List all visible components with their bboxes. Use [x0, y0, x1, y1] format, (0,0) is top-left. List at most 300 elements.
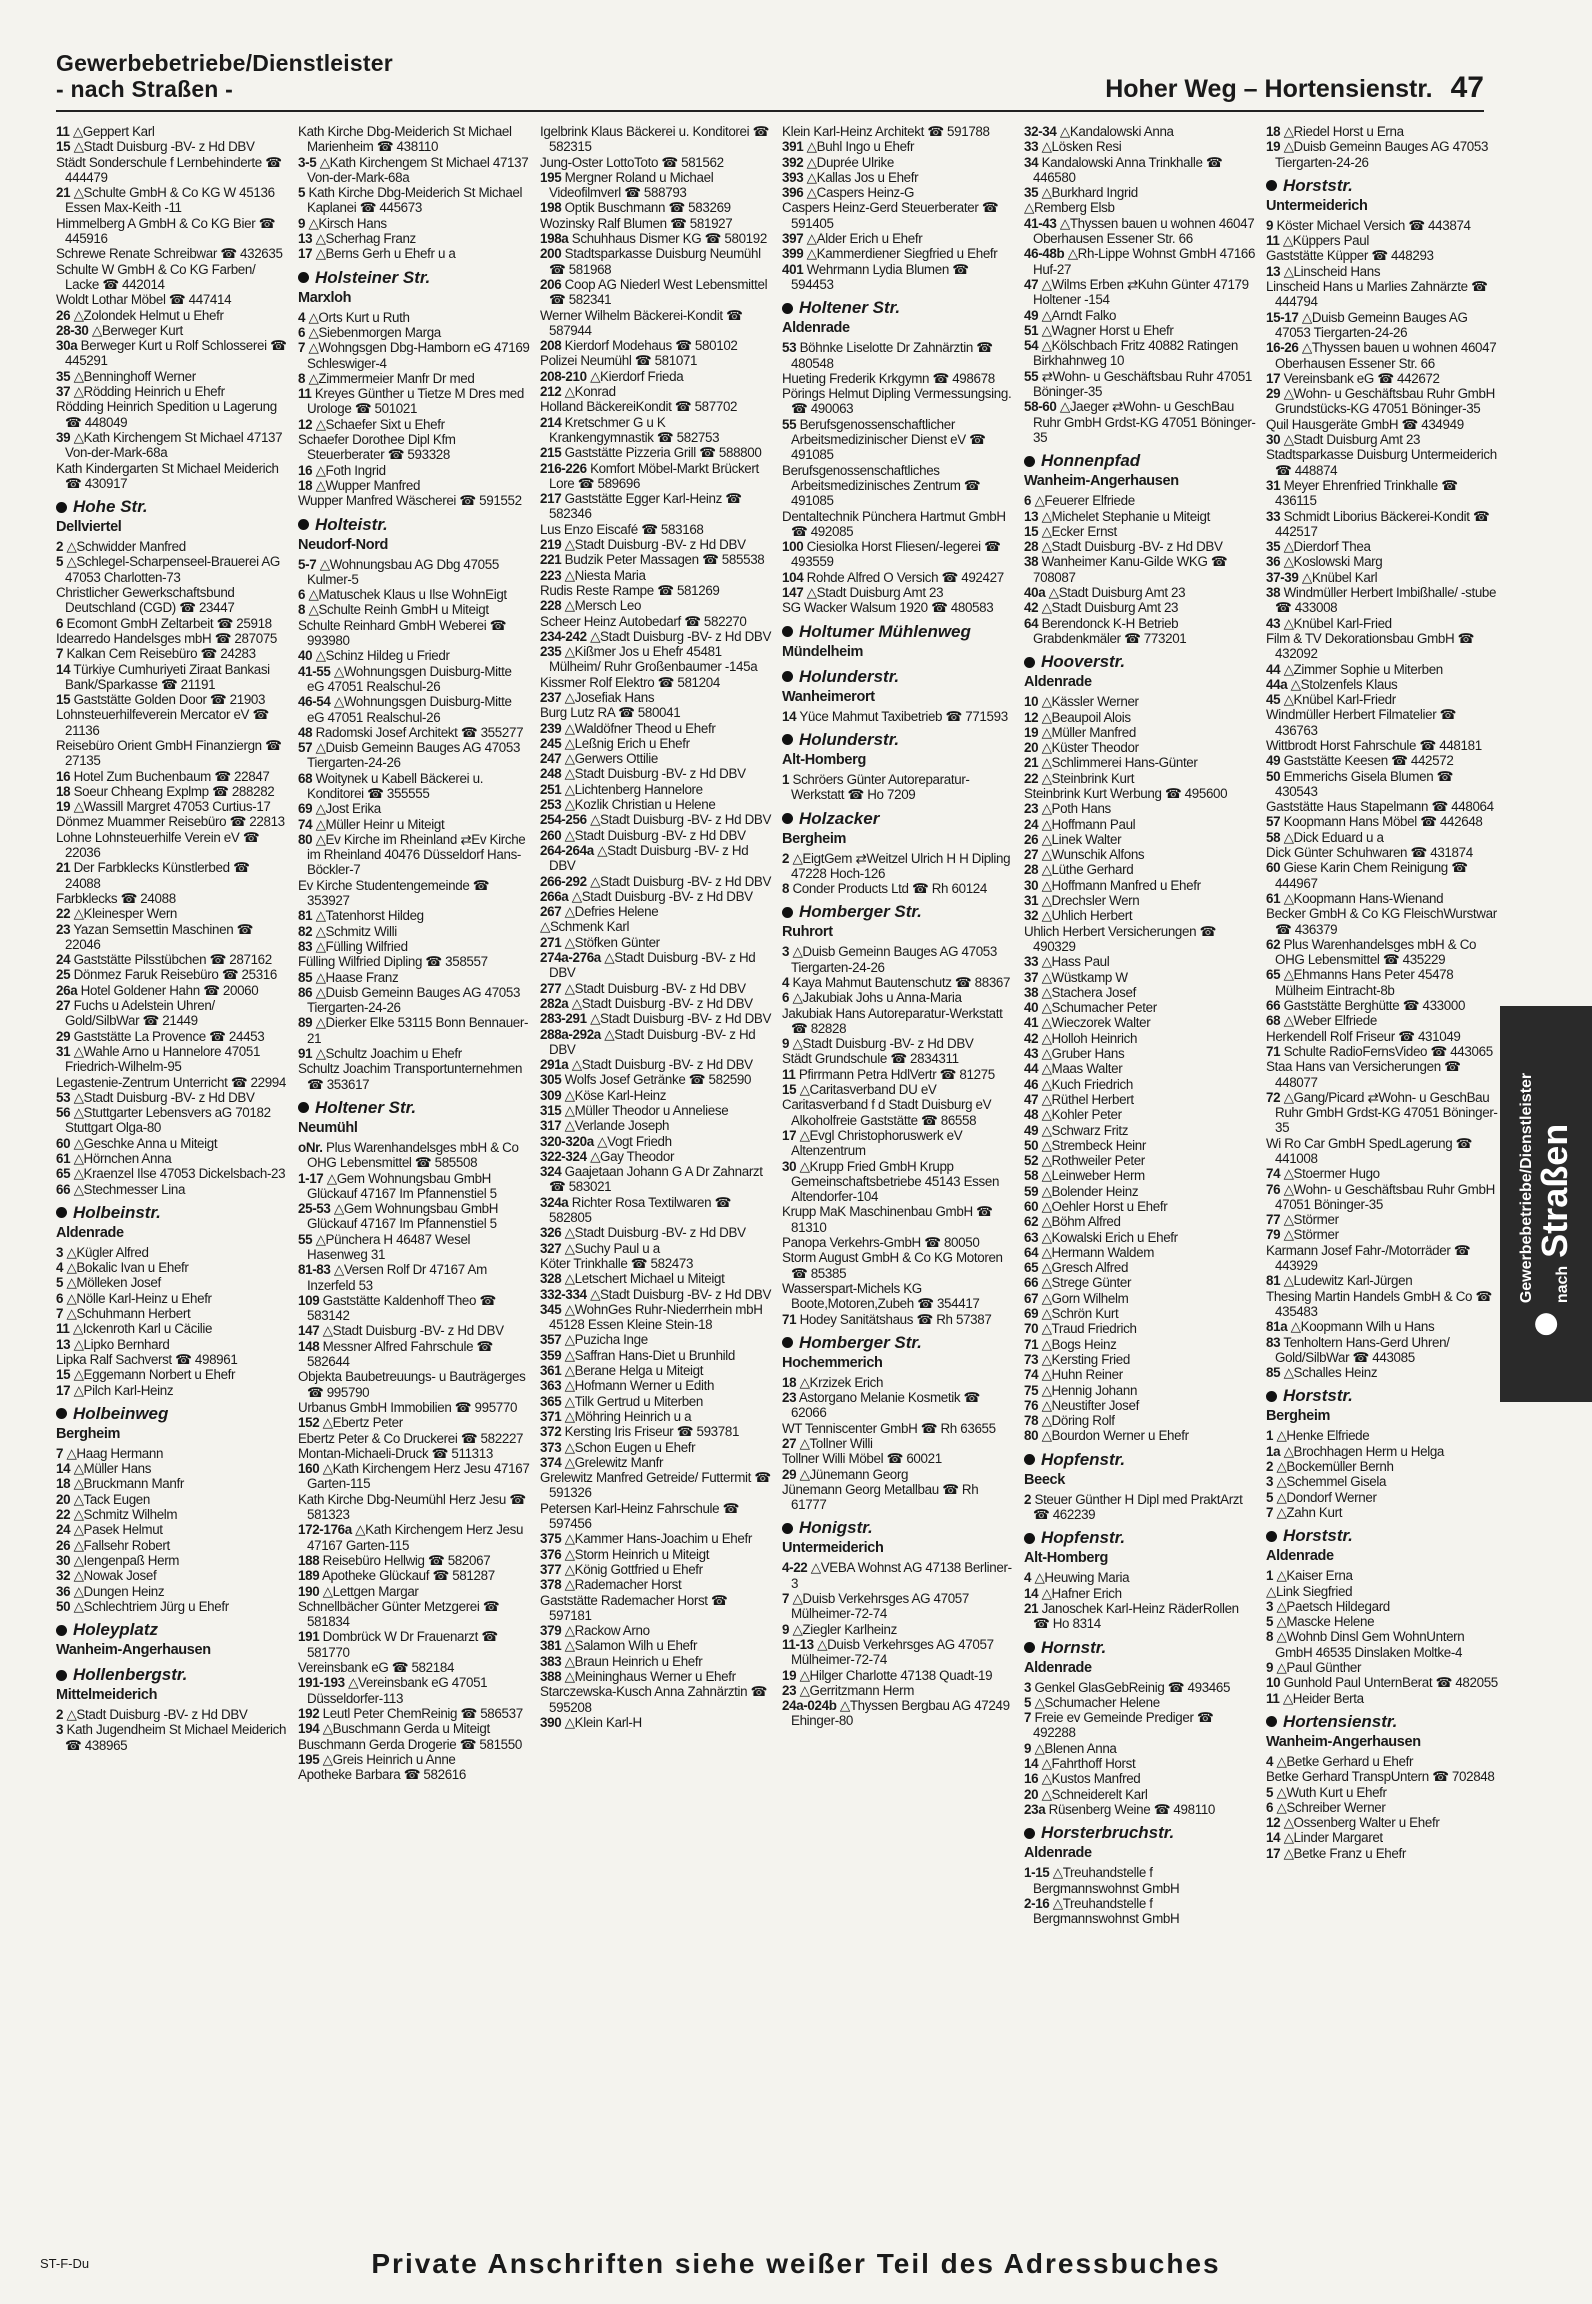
house-number: 328: [540, 1271, 562, 1287]
directory-entry: [540, 1164, 772, 1195]
entry-text: Der Farbklecks Künstlerbed ☎ 24088: [65, 860, 250, 891]
house-number: 26: [56, 1537, 71, 1553]
entry-text: △Stachera Josef: [1041, 984, 1136, 1000]
bullet-icon: [782, 626, 793, 637]
directory-entry: [1024, 1123, 1256, 1138]
entry-text: △Gem Wohnungsbau GmbH Glückauf 47167 Im Pfannenstiel 5: [307, 1170, 497, 1201]
house-number: 361: [540, 1363, 562, 1379]
directory-entry: [56, 292, 288, 307]
house-number: 14: [1024, 1585, 1039, 1601]
district-name: Beeck: [1024, 1471, 1065, 1488]
entry-text: △Huhn Reiner: [1041, 1367, 1123, 1383]
house-number: 86: [298, 984, 313, 1000]
entry-text: △Bockemüller Bernh: [1276, 1459, 1394, 1475]
entry-text: △Döring Rolf: [1041, 1413, 1115, 1429]
directory-entry: [1266, 692, 1498, 707]
entry-text: Schaefer Dorothee Dipl Kfm Steuerberater ☎ 593328: [298, 432, 456, 463]
entry-text: △Duprée Ulrike: [806, 154, 894, 170]
street-heading: [1024, 1638, 1256, 1658]
entry-text: △Störmer: [1283, 1227, 1339, 1243]
directory-entry: [298, 310, 530, 325]
directory-entry: [298, 1752, 530, 1767]
directory-entry: [1024, 985, 1256, 1000]
directory-entry: [1266, 279, 1498, 310]
directory-entry: [540, 353, 772, 368]
directory-entry: [540, 812, 772, 827]
directory-entry: [1266, 860, 1498, 891]
entry-text: △Kowalski Erich u Ehefr: [1041, 1229, 1178, 1245]
entry-text: Wittbrodt Horst Fahrschule ☎ 448181: [1266, 737, 1482, 753]
directory-entry: [1266, 830, 1498, 845]
entry-text: Film & TV Dekorationsbau GmbH ☎ 432092: [1266, 630, 1474, 662]
directory-entry: [540, 919, 772, 934]
entry-text: △Strembeck Heinr: [1041, 1137, 1146, 1153]
house-number: 23: [782, 1390, 797, 1406]
entry-text: △Kölschbach Fritz 40882 Ratingen Birkhahnweg 10: [1033, 338, 1238, 369]
entry-text: Schnellbächer Günter Metzgerei ☎ 581834: [298, 1598, 500, 1630]
house-number: 16: [298, 462, 313, 478]
directory-entry: [1266, 124, 1498, 139]
directory-entry: [540, 1011, 772, 1026]
entry-text: △Orts Kurt u Ruth: [308, 309, 410, 325]
house-number: 85: [1266, 1365, 1281, 1381]
house-number: 375: [540, 1531, 562, 1547]
entry-text: △Wohngsgen Dbg-Hamborn eG 47169 Schleswiger-4: [307, 340, 530, 371]
directory-entry: [56, 662, 288, 693]
entry-text: Fülling Wilfried Dipling ☎ 358557: [298, 954, 488, 970]
directory-entry: [540, 1424, 772, 1439]
entry-text: △Pünchera H 46487 Wesel Hasenweg 31: [307, 1231, 471, 1262]
house-number: 235: [540, 644, 562, 660]
house-number: 76: [1024, 1397, 1039, 1413]
house-number: 50: [1266, 768, 1281, 784]
entry-text: △Wohnb Dinsl Gem WohnUntern GmbH 46535 Dinslaken Moltke-4: [1275, 1629, 1465, 1660]
house-number: 13: [1024, 508, 1039, 524]
house-number: 192: [298, 1705, 320, 1721]
directory-entry: [782, 772, 1014, 803]
house-number: 38: [1266, 585, 1281, 601]
district-name: Dellviertel: [56, 519, 122, 536]
directory-entry: [56, 906, 288, 921]
house-number: 271: [540, 934, 562, 950]
house-number: 30: [56, 1552, 71, 1568]
directory-entry: [782, 944, 1014, 975]
house-number: 36: [1266, 554, 1281, 570]
directory-entry: [1266, 386, 1498, 417]
entry-text: △Schneiderelt Karl: [1041, 1786, 1148, 1802]
house-number: 392: [782, 154, 804, 170]
directory-entry: [540, 1103, 772, 1118]
street-heading: [1266, 1712, 1498, 1732]
entry-text: Caspers Heinz-Gerd Steuerberater ☎ 591405: [782, 200, 999, 231]
entry-text: Kath Kirche Dbg-Meiderich St Michael Kaplanei ☎ 445673: [307, 185, 523, 216]
house-number: 29: [782, 1466, 797, 1482]
entry-text: △Puzicha Inge: [564, 1332, 648, 1348]
house-number: 372: [540, 1424, 562, 1440]
entry-text: Ev Kirche Studentengemeinde ☎ 353927: [298, 877, 490, 909]
house-number: 17: [56, 1382, 71, 1398]
house-number: 8: [298, 370, 306, 386]
entry-text: Leutl Peter ChemReinig ☎ 586537: [322, 1705, 523, 1721]
entry-text: △Rackow Arno: [564, 1623, 650, 1639]
street-heading: [782, 622, 1014, 642]
directory-entry: [56, 1507, 288, 1522]
entry-text: △Duisb Gemeinn Bauges AG 47053 Tiergarten-24-26: [307, 740, 521, 771]
entry-text: Soeur Chheang Explmp ☎ 288282: [73, 783, 275, 799]
house-number: 70: [1024, 1321, 1039, 1337]
entry-text: △Knübel Karl-Fried: [1283, 615, 1392, 631]
house-number: 397: [782, 231, 804, 247]
directory-entry: [540, 889, 772, 904]
entry-text: △Link Siegfried: [1266, 1583, 1353, 1599]
entry-text: △Evgl Christophoruswerk eV Altenzentrum: [791, 1127, 963, 1159]
directory-entry: [1266, 1459, 1498, 1474]
column-6: [1266, 124, 1498, 2234]
entry-text: △Geppert Karl: [72, 124, 155, 139]
house-number: 399: [782, 246, 804, 262]
house-number: 251: [540, 781, 562, 797]
street-heading: [298, 268, 530, 288]
district-name: Wanheimerort: [782, 688, 875, 705]
house-number: 43: [1266, 615, 1281, 631]
house-number: 22: [56, 1507, 71, 1523]
entry-text: △Storm Heinrich u Miteigt: [564, 1546, 710, 1562]
entry-text: Kaya Mahmut Bautenschutz ☎ 88367: [792, 974, 1011, 990]
entry-text: △Wieczorek Walter: [1041, 1015, 1151, 1031]
house-number: 326: [540, 1225, 562, 1241]
street-heading: [1024, 1528, 1256, 1548]
directory-entry: [298, 985, 530, 1016]
entry-text: Kersting Iris Friseur ☎ 593781: [564, 1424, 740, 1440]
entry-text: △Ebertz Peter: [322, 1415, 403, 1431]
entry-text: Meyer Ehrenfried Trinkhalle ☎ 436115: [1275, 477, 1458, 509]
district-name: Ruhrort: [782, 924, 833, 941]
entry-text: △Strege Günter: [1041, 1275, 1132, 1291]
directory-entry: [1024, 847, 1256, 862]
directory-entry: [1024, 1710, 1256, 1741]
directory-entry: [298, 924, 530, 939]
directory-entry: [782, 1591, 1014, 1622]
entry-text: Berweger Kurt u Rolf Schlosserei ☎ 445291: [65, 338, 287, 369]
directory-entry: [1266, 1166, 1498, 1181]
entry-text: △Oehler Horst u Ehefr: [1041, 1199, 1168, 1214]
house-number: 6: [56, 1290, 64, 1306]
directory-entry: [782, 340, 1014, 371]
entry-text: Gaststätte Berghütte ☎ 433000: [1283, 998, 1466, 1014]
entry-text: Kandalowski Anna Trinkhalle ☎ 446580: [1033, 154, 1223, 185]
house-number: 3-5: [298, 154, 317, 170]
directory-entry: [298, 1015, 530, 1046]
street-heading: [1266, 176, 1498, 196]
entry-text: Stadtsparkasse Duisburg Untermeiderich ☎ 448874: [1266, 447, 1497, 478]
entry-text: Gaststätte Rademacher Horst ☎ 597181: [540, 1592, 728, 1623]
house-number: 33: [1024, 139, 1039, 155]
house-number: 381: [540, 1638, 562, 1654]
entry-text: △Uhlich Herbert: [1041, 908, 1133, 924]
directory-entry: [1024, 1601, 1256, 1632]
directory-entry: [1266, 814, 1498, 829]
house-number: 190: [298, 1583, 320, 1599]
entry-text: Urbanus GmbH Immobilien ☎ 995770: [298, 1399, 518, 1415]
directory-entry: [540, 1440, 772, 1455]
directory-entry: [1266, 432, 1498, 447]
house-number: 55: [782, 416, 797, 432]
street-name: Horsterbruchstr.: [1041, 1823, 1175, 1843]
house-number: 248: [540, 766, 562, 782]
house-number: 42: [1024, 600, 1039, 616]
entry-text: Türkiye Cumhuriyeti Ziraat Bankasi Bank/Sparkasse ☎ 21191: [65, 661, 270, 692]
house-number: 4: [56, 1260, 64, 1276]
entry-text: △Gruber Hans: [1041, 1046, 1125, 1062]
entry-text: △Dierker Elke 53115 Bonn Bennauer-21: [307, 1015, 529, 1046]
directory-entry: [1024, 1199, 1256, 1214]
directory-entry: [56, 1245, 288, 1260]
directory-entry: [1024, 924, 1256, 955]
directory-entry: [540, 981, 772, 996]
entry-text: Pörings Helmut Dipling Vermessungsing. ☎ 490063: [782, 386, 1012, 417]
entry-text: Hotel Goldener Hahn ☎ 20060: [80, 982, 259, 998]
bullet-icon: [782, 813, 793, 824]
directory-entry: [540, 705, 772, 720]
entry-text: Scheer Heinz Autobedarf ☎ 582270: [540, 613, 747, 629]
entry-text: △Foth Ingrid: [315, 462, 386, 478]
directory-entry: [1024, 694, 1256, 709]
directory-entry: [782, 1622, 1014, 1637]
entry-text: △Kirsch Hans: [308, 215, 387, 231]
directory-entry: [298, 1568, 530, 1583]
entry-text: △Möhring Heinrich u a: [564, 1408, 692, 1424]
directory-entry: [1266, 799, 1498, 814]
house-number: 7: [56, 1306, 64, 1322]
house-number: 7: [56, 646, 64, 662]
directory-entry: [56, 1321, 288, 1336]
entry-text: △Berweger Kurt: [91, 322, 183, 338]
entry-text: △Hass Paul: [1041, 954, 1110, 970]
house-number: 33: [1266, 508, 1281, 524]
entry-text: Richter Rosa Textilwaren ☎ 582805: [549, 1194, 731, 1226]
entry-text: △Duisb Gemeinn Bauges AG 47053 Tiergarten-24-26: [307, 984, 521, 1016]
house-number: 71: [782, 1311, 797, 1327]
directory-entry: [56, 1306, 288, 1321]
footer-note: Private Anschriften siehe weißer Teil des Adressbuches: [371, 2248, 1221, 2279]
directory-entry: [540, 170, 772, 201]
directory-entry: [1024, 740, 1256, 755]
house-number: 277: [540, 980, 562, 996]
entry-text: △Koopmann Wilh u Hans: [1290, 1319, 1435, 1335]
entry-text: Kreyes Günther u Tietze M Dres med Urologe ☎ 501021: [307, 386, 524, 417]
entry-text: Holland BäckereiKondit ☎ 587702: [540, 399, 738, 415]
entry-text: △Kässler Werner: [1041, 694, 1139, 710]
entry-text: Köster Michael Versich ☎ 443874: [1276, 217, 1471, 233]
house-number: 234-242: [540, 628, 587, 644]
entry-text: Gaststätte Egger Karl-Heinz ☎ 582346: [549, 491, 742, 522]
entry-text: Jünemann Georg Metallbau ☎ Rh 61777: [782, 1481, 979, 1513]
house-number: 11: [782, 1066, 796, 1082]
house-number: 317: [540, 1118, 562, 1134]
entry-text: Lipka Ralf Sachverst ☎ 498961: [56, 1351, 238, 1367]
directory-entry: [540, 1363, 772, 1378]
directory-entry: [56, 998, 288, 1029]
directory-entry: [1024, 185, 1256, 200]
house-number: 5: [1024, 1694, 1032, 1710]
entry-text: △Iengenpaß Herm: [73, 1552, 180, 1568]
directory-entry: [298, 771, 530, 802]
entry-text: Gaststätte Pizzeria Grill ☎ 588800: [564, 445, 762, 461]
entry-text: △Lipko Bernhard: [73, 1336, 170, 1352]
house-number: 14: [1266, 1830, 1281, 1846]
entry-text: △Stoermer Hugo: [1283, 1166, 1380, 1182]
house-number: 79: [1266, 1227, 1281, 1243]
directory-entry: [1266, 845, 1498, 860]
entry-text: △Paul Günther: [1276, 1660, 1362, 1676]
house-number: 5-7: [298, 556, 317, 572]
house-number: 214: [540, 414, 562, 430]
house-number: 16: [56, 768, 71, 784]
entry-text: △Stadt Duisburg -BV- z Hd DBV: [549, 950, 756, 981]
directory-entry: [1266, 1090, 1498, 1136]
house-number: 14: [56, 1461, 71, 1477]
entry-text: △Waldöfner Theod u Ehefr: [564, 720, 716, 736]
directory-entry: [540, 1088, 772, 1103]
entry-text: Berufsgenossenschaftlicher Arbeitsmedizinischer Dienst eV ☎ 491085: [791, 416, 986, 463]
entry-text: △Gorn Wilhelm: [1041, 1290, 1129, 1306]
entry-text: △Koopmann Hans-Wienand: [1283, 890, 1444, 906]
directory-entry: [298, 1323, 530, 1338]
entry-text: △Schemmel Gisela: [1276, 1474, 1387, 1490]
entry-text: △Hennig Johann: [1041, 1382, 1138, 1398]
entry-text: △Duisb Gemeinn Bauges AG 47053 Tiergarten-24-26: [791, 944, 997, 975]
entry-text: △Zolondek Helmut u Ehefr: [73, 307, 224, 323]
directory-entry: [1266, 662, 1498, 677]
entry-text: Krupp MaK Maschinenbau GmbH ☎ 81310: [782, 1204, 993, 1235]
directory-entry: [56, 1707, 288, 1722]
street-heading: [782, 902, 1014, 922]
directory-entry: [540, 675, 772, 690]
entry-text: Schröers Günter Autoreparatur- Werkstatt ☎ Ho 7209: [791, 771, 970, 803]
street-name: Hohe Str.: [73, 497, 148, 517]
directory-entry: [56, 1522, 288, 1537]
street-name: Holteistr.: [315, 514, 388, 534]
entry-text: △Stadt Duisburg -BV- z Hd DBV: [792, 1036, 974, 1052]
entry-text: Gaststätte La Provence ☎ 24453: [73, 1028, 265, 1044]
directory-entry: [1024, 1586, 1256, 1601]
house-number: 374: [540, 1454, 562, 1470]
street-heading: [56, 1404, 288, 1424]
house-number: 390: [540, 1714, 562, 1730]
house-number: 37: [1024, 969, 1039, 985]
directory-entry: [1024, 1865, 1256, 1896]
house-number: 50: [1024, 1137, 1039, 1153]
directory-entry: [56, 616, 288, 631]
house-number: 8: [298, 602, 306, 618]
house-number: 61: [56, 1151, 71, 1166]
directory-entry: [1024, 1802, 1256, 1817]
directory-entry: [56, 246, 288, 261]
entry-text: △Niesta Maria: [564, 567, 646, 583]
house-number: 5: [1266, 1489, 1274, 1505]
directory-entry: [56, 216, 288, 247]
directory-entry: [1266, 1830, 1498, 1845]
directory-entry: [1266, 233, 1498, 248]
house-number: 36: [56, 1583, 71, 1599]
directory-entry: [1024, 200, 1256, 215]
entry-text: △Kammerdiener Siegfried u Ehefr: [806, 246, 998, 262]
entry-text: △Gay Theodor: [590, 1148, 675, 1164]
entry-text: △Arndt Falko: [1041, 307, 1117, 323]
directory-entry: [1024, 554, 1256, 585]
entry-text: Kath Kindergarten St Michael Meiderich ☎ 430917: [56, 460, 279, 491]
directory-entry: [540, 1271, 772, 1286]
directory-entry: [540, 1394, 772, 1409]
directory-entry: [1266, 631, 1498, 662]
bullet-icon: [1266, 1531, 1277, 1542]
house-number: 363: [540, 1378, 562, 1394]
house-number: 58-60: [1024, 399, 1057, 415]
house-number: 15-17: [1266, 309, 1299, 325]
entry-text: △Weber Elfriede: [1283, 1013, 1377, 1029]
directory-entry: [540, 1669, 772, 1684]
house-number: 104: [782, 569, 804, 585]
house-number: 12: [298, 416, 313, 432]
directory-entry: [540, 644, 772, 675]
directory-entry: [540, 1225, 772, 1240]
entry-text: △Letschert Michael u Miteigt: [564, 1271, 725, 1287]
house-number: 17: [782, 1127, 797, 1143]
entry-text: △Schwarz Fritz: [1041, 1122, 1129, 1138]
directory-entry: [1024, 1046, 1256, 1061]
house-number: 13: [298, 231, 313, 247]
house-number: 21: [56, 185, 71, 201]
bullet-icon: [298, 272, 309, 283]
house-number: 62: [1024, 1214, 1039, 1230]
directory-entry: [540, 583, 772, 598]
directory-entry: [782, 709, 1014, 724]
house-number: 66: [56, 1181, 71, 1197]
house-number: 3: [1024, 1679, 1032, 1695]
house-number: 65: [56, 1166, 71, 1182]
house-number: 77: [1266, 1212, 1281, 1228]
house-number: 49: [1024, 1122, 1039, 1138]
entry-text: Becker GmbH & Co KG FleischWurstwar ☎ 436379: [1266, 906, 1497, 937]
house-number: 49: [1266, 753, 1281, 769]
entry-text: △Treuhandstelle f Bergmannswohnst GmbH: [1033, 1865, 1180, 1896]
entry-text: Jakubiak Hans Autoreparatur-Werkstatt ☎ 82828: [782, 1005, 1003, 1036]
bullet-icon: [782, 671, 793, 682]
entry-text: △Paetsch Hildegard: [1276, 1598, 1390, 1614]
house-number: 41: [1024, 1015, 1039, 1031]
directory-entry: [1266, 1335, 1498, 1366]
entry-text: △Wohn- u Geschäftsbau Ruhr GmbH Grundstücks-KG 47051 Böninger-35: [1275, 386, 1495, 417]
bullet-icon: [1266, 180, 1277, 191]
directory-entry: [298, 246, 530, 261]
entry-text: △Lüthe Gerhard: [1041, 862, 1134, 878]
house-number: 2: [1266, 1459, 1274, 1475]
directory-entry: [56, 430, 288, 461]
directory-entry: [56, 155, 288, 186]
directory-entry: [56, 139, 288, 154]
district-name: Mündelheim: [782, 643, 864, 660]
entry-text: △Zahn Kurt: [1276, 1504, 1343, 1520]
directory-entry: [1024, 139, 1256, 154]
house-number: 322-324: [540, 1148, 587, 1164]
house-number: 30a: [56, 338, 78, 354]
entry-text: △Fahrthoff Horst: [1041, 1756, 1136, 1772]
directory-entry: [540, 751, 772, 766]
house-number: 81-83: [298, 1262, 331, 1278]
entry-text: △Remberg Elsb: [1024, 200, 1115, 216]
directory-entry: [1024, 1680, 1256, 1695]
entry-text: △Leinweber Herm: [1041, 1168, 1145, 1184]
